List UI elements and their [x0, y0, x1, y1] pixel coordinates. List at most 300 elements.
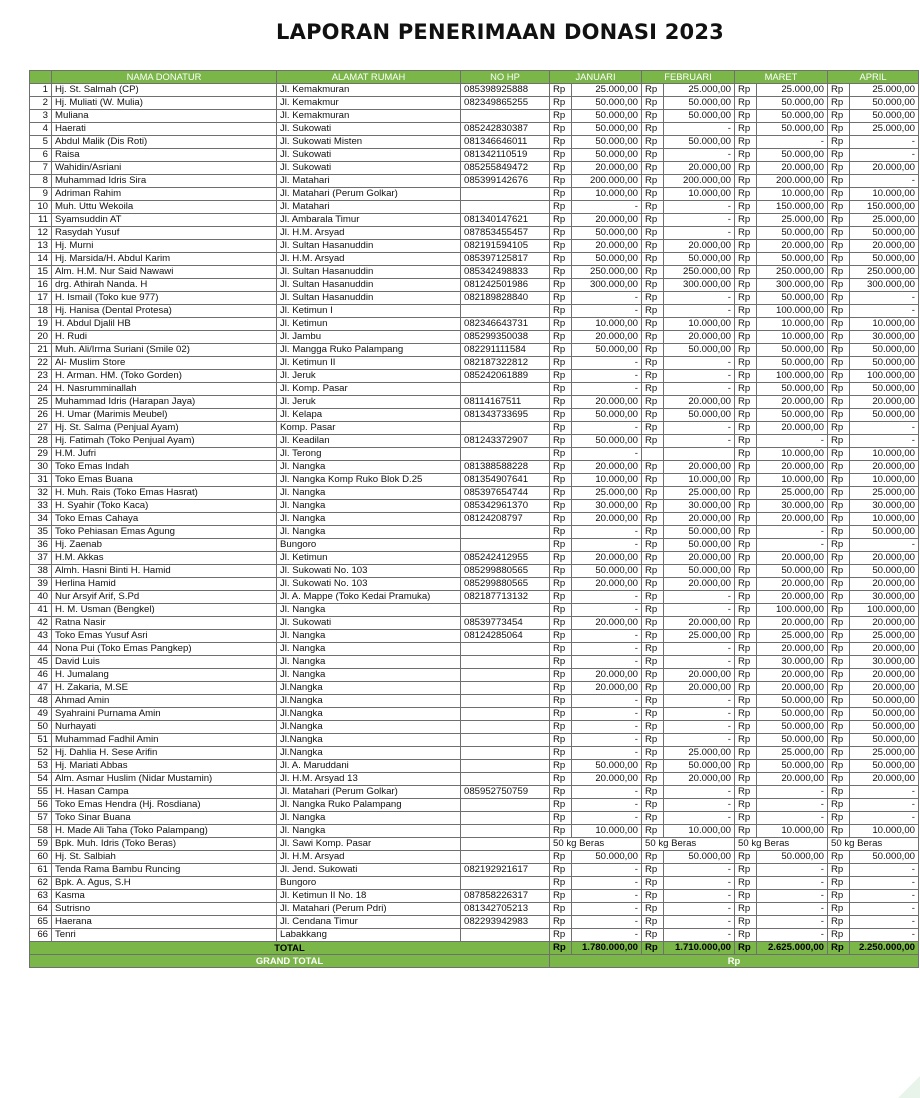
- donor-name: Hj. Marsida/H. Abdul Karim: [52, 253, 277, 266]
- currency-feb: Rp: [642, 630, 664, 643]
- currency-feb: Rp: [642, 669, 664, 682]
- donation-apr: 25.000,00: [850, 214, 919, 227]
- currency-feb: Rp: [642, 487, 664, 500]
- currency-apr: Rp: [828, 110, 850, 123]
- donor-address: Jl. H.M. Arsyad: [277, 253, 461, 266]
- donation-jan: 300.000,00: [572, 279, 642, 292]
- currency-jan: Rp: [550, 357, 572, 370]
- donor-name: Nona Pui (Toko Emas Pangkep): [52, 643, 277, 656]
- table-row: [30, 747, 919, 760]
- currency-apr: Rp: [828, 916, 850, 929]
- currency-mar: Rp: [735, 513, 757, 526]
- donation-mar: 50.000,00: [757, 721, 828, 734]
- donor-address: Jl. Nangka: [277, 526, 461, 539]
- donation-apr: 50.000,00: [850, 708, 919, 721]
- currency-jan: Rp: [550, 695, 572, 708]
- donation-apr: -: [850, 422, 919, 435]
- currency-apr: Rp: [828, 305, 850, 318]
- donor-address: Jl.Nangka: [277, 695, 461, 708]
- currency-feb: [642, 448, 664, 461]
- table-row: [30, 877, 919, 890]
- donor-address: Jl. Terong: [277, 448, 461, 461]
- donation-mar: 30.000,00: [757, 500, 828, 513]
- donation-apr: 50.000,00: [850, 110, 919, 123]
- donor-name: H. Made Ali Taha (Toko Palampang): [52, 825, 277, 838]
- currency-apr: Rp: [828, 747, 850, 760]
- currency-apr: Rp: [828, 578, 850, 591]
- donor-address: Jl. Kemakmuran: [277, 110, 461, 123]
- row-number: 12: [30, 227, 52, 240]
- donation-apr: -: [850, 890, 919, 903]
- currency-jan: Rp: [550, 799, 572, 812]
- currency-jan: Rp: [550, 331, 572, 344]
- donation-mar: 30.000,00: [757, 656, 828, 669]
- currency-jan: Rp: [550, 786, 572, 799]
- donation-feb: -: [664, 708, 735, 721]
- donor-name: Ratna Nasir: [52, 617, 277, 630]
- donation-apr: -: [850, 799, 919, 812]
- currency-jan: Rp: [550, 149, 572, 162]
- currency-jan: Rp: [550, 370, 572, 383]
- donation-jan: 50.000,00: [572, 149, 642, 162]
- donor-phone: [461, 812, 550, 825]
- table-row: [30, 370, 919, 383]
- currency-feb: Rp: [642, 500, 664, 513]
- currency-feb: Rp: [642, 396, 664, 409]
- donation-mar: 20.000,00: [757, 682, 828, 695]
- donation-mar: -: [757, 877, 828, 890]
- donation-jan: -: [572, 370, 642, 383]
- donation-feb: -: [664, 591, 735, 604]
- header-alamat-rumah: ALAMAT RUMAH: [277, 71, 461, 84]
- donor-address: Jl. Sawi Komp. Pasar: [277, 838, 461, 851]
- donation-jan: 30.000,00: [572, 500, 642, 513]
- donor-phone: [461, 838, 550, 851]
- donation-jan: 20.000,00: [572, 669, 642, 682]
- donation-jan: 20.000,00: [572, 552, 642, 565]
- donation-mar: -: [757, 786, 828, 799]
- table-row: [30, 331, 919, 344]
- currency-mar: Rp: [735, 500, 757, 513]
- donor-name: Muh. Uttu Wekoila: [52, 201, 277, 214]
- donation-feb: -: [664, 903, 735, 916]
- donor-address: Jl. Sukowati No. 103: [277, 565, 461, 578]
- donation-mar: 25.000,00: [757, 84, 828, 97]
- currency-mar: Rp: [735, 279, 757, 292]
- donation-mar: 10.000,00: [757, 825, 828, 838]
- row-number: 23: [30, 370, 52, 383]
- donation-feb: 50.000,00: [664, 344, 735, 357]
- donor-address: Jl. Nangka: [277, 656, 461, 669]
- currency-jan: Rp: [550, 344, 572, 357]
- currency-apr: Rp: [828, 188, 850, 201]
- donor-name: H. Arman. HM. (Toko Gorden): [52, 370, 277, 383]
- donation-apr: 50.000,00: [850, 734, 919, 747]
- donor-name: Hj. Dahlia H. Sese Arifin: [52, 747, 277, 760]
- table-row: [30, 188, 919, 201]
- donation-mar: 20.000,00: [757, 162, 828, 175]
- donor-name: Alm. H.M. Nur Said Nawawi: [52, 266, 277, 279]
- donation-mar: 25.000,00: [757, 214, 828, 227]
- donor-phone: 085242412955: [461, 552, 550, 565]
- donor-phone: [461, 656, 550, 669]
- donation-mar: 25.000,00: [757, 747, 828, 760]
- donation-apr: 10.000,00: [850, 448, 919, 461]
- currency-mar: Rp: [735, 799, 757, 812]
- donor-phone: 085397125817: [461, 253, 550, 266]
- currency-mar: Rp: [735, 227, 757, 240]
- table-row: [30, 357, 919, 370]
- currency-apr: Rp: [828, 162, 850, 175]
- donor-phone: 085952750759: [461, 786, 550, 799]
- donor-phone: 087853455457: [461, 227, 550, 240]
- currency-apr: Rp: [828, 760, 850, 773]
- donation-jan: 20.000,00: [572, 461, 642, 474]
- donation-jan: -: [572, 383, 642, 396]
- currency-feb: Rp: [642, 409, 664, 422]
- currency-apr: Rp: [828, 331, 850, 344]
- donation-apr: -: [850, 929, 919, 942]
- row-number: 3: [30, 110, 52, 123]
- currency-apr: Rp: [828, 903, 850, 916]
- currency-feb: Rp: [642, 292, 664, 305]
- donor-address: Jl. Nangka: [277, 825, 461, 838]
- currency-jan: Rp: [550, 916, 572, 929]
- donation-jan: 10.000,00: [572, 318, 642, 331]
- donor-address: Jl. Nangka: [277, 669, 461, 682]
- donor-name: H.M. Jufri: [52, 448, 277, 461]
- currency-apr: Rp: [828, 513, 850, 526]
- donation-feb: 50.000,00: [664, 409, 735, 422]
- currency-mar: Rp: [735, 396, 757, 409]
- currency-jan: Rp: [550, 214, 572, 227]
- donor-phone: 085242061889: [461, 370, 550, 383]
- donor-name: H.M. Akkas: [52, 552, 277, 565]
- currency-jan: Rp: [550, 708, 572, 721]
- donor-phone: [461, 188, 550, 201]
- donor-phone: [461, 708, 550, 721]
- donor-name: Toko Emas Hendra (Hj. Rosdiana): [52, 799, 277, 812]
- currency-apr: Rp: [828, 175, 850, 188]
- currency-mar: Rp: [735, 331, 757, 344]
- donor-name: Sutrisno: [52, 903, 277, 916]
- row-number: 34: [30, 513, 52, 526]
- row-number: 27: [30, 422, 52, 435]
- currency-apr: Rp: [828, 383, 850, 396]
- donor-name: Toko Emas Buana: [52, 474, 277, 487]
- currency-jan: Rp: [550, 565, 572, 578]
- donor-name: H. Abdul Djalil HB: [52, 318, 277, 331]
- donor-address: Jl. A. Mappe (Toko Kedai Pramuka): [277, 591, 461, 604]
- currency-apr: Rp: [828, 344, 850, 357]
- donor-name: Abdul Malik (Dis Roti): [52, 136, 277, 149]
- currency-feb: Rp: [642, 123, 664, 136]
- currency-feb: Rp: [642, 84, 664, 97]
- donation-mar: 200.000,00: [757, 175, 828, 188]
- currency-jan: Rp: [550, 812, 572, 825]
- currency-jan: Rp: [550, 162, 572, 175]
- currency-apr: Rp: [828, 214, 850, 227]
- donation-jan: 20.000,00: [572, 396, 642, 409]
- donation-feb: 50.000,00: [664, 253, 735, 266]
- donation-apr: 20.000,00: [850, 552, 919, 565]
- currency-feb: Rp: [642, 435, 664, 448]
- currency-jan: Rp: [550, 526, 572, 539]
- donation-mar: 100.000,00: [757, 305, 828, 318]
- currency-jan: Rp: [550, 240, 572, 253]
- currency-mar: Rp: [735, 877, 757, 890]
- total-rp-maret: Rp: [735, 942, 757, 955]
- currency-jan: Rp: [550, 84, 572, 97]
- currency-mar: Rp: [735, 266, 757, 279]
- donation-apr: 50.000,00: [850, 344, 919, 357]
- currency-jan: Rp: [550, 435, 572, 448]
- table-row: [30, 240, 919, 253]
- currency-jan: Rp: [550, 890, 572, 903]
- donation-apr: 50.000,00: [850, 760, 919, 773]
- row-number: 29: [30, 448, 52, 461]
- currency-jan: Rp: [550, 552, 572, 565]
- total-label: TOTAL: [30, 942, 550, 955]
- currency-feb: Rp: [642, 513, 664, 526]
- row-number: 36: [30, 539, 52, 552]
- header-maret: MARET: [735, 71, 828, 84]
- row-number: 19: [30, 318, 52, 331]
- donor-phone: 08539773454: [461, 617, 550, 630]
- table-row: [30, 214, 919, 227]
- donation-mar: 50.000,00: [757, 565, 828, 578]
- donation-feb: 20.000,00: [664, 669, 735, 682]
- donation-jan: -: [572, 422, 642, 435]
- currency-feb: Rp: [642, 240, 664, 253]
- donation-mar: 50.000,00: [757, 292, 828, 305]
- row-number: 15: [30, 266, 52, 279]
- table-row: [30, 162, 919, 175]
- table-row: [30, 513, 919, 526]
- donation-jan: 50.000,00: [572, 227, 642, 240]
- header-februari: FEBRUARI: [642, 71, 735, 84]
- table-row: [30, 617, 919, 630]
- donation-apr: 10.000,00: [850, 188, 919, 201]
- donation-jan: 50.000,00: [572, 123, 642, 136]
- donation-mar: 50.000,00: [757, 409, 828, 422]
- donor-phone: [461, 682, 550, 695]
- currency-jan: Rp: [550, 825, 572, 838]
- row-number: 4: [30, 123, 52, 136]
- row-number: 49: [30, 708, 52, 721]
- donation-apr: 50.000,00: [850, 695, 919, 708]
- table-row: [30, 578, 919, 591]
- donation-apr: 20.000,00: [850, 643, 919, 656]
- donation-feb: 50.000,00: [664, 851, 735, 864]
- donation-jan: -: [572, 786, 642, 799]
- donor-address: Jl. Nangka: [277, 812, 461, 825]
- donation-apr: 50.000,00: [850, 253, 919, 266]
- currency-jan: Rp: [550, 851, 572, 864]
- donor-name: Toko Emas Yusuf Asri: [52, 630, 277, 643]
- donation-mar: 50.000,00: [757, 383, 828, 396]
- donation-feb: 20.000,00: [664, 578, 735, 591]
- donation-feb: 20.000,00: [664, 461, 735, 474]
- donation-apr: -: [850, 903, 919, 916]
- total-maret: 2.625.000,00: [757, 942, 828, 955]
- row-number: 39: [30, 578, 52, 591]
- donor-phone: [461, 110, 550, 123]
- row-number: 45: [30, 656, 52, 669]
- currency-mar: Rp: [735, 97, 757, 110]
- donor-name: drg. Athirah Nanda. H: [52, 279, 277, 292]
- table-row: [30, 539, 919, 552]
- donation-apr: 20.000,00: [850, 578, 919, 591]
- row-number: 9: [30, 188, 52, 201]
- donation-feb: 50.000,00: [664, 565, 735, 578]
- row-number: 33: [30, 500, 52, 513]
- currency-mar: Rp: [735, 188, 757, 201]
- currency-feb: Rp: [642, 461, 664, 474]
- table-row: [30, 656, 919, 669]
- row-number: 41: [30, 604, 52, 617]
- donor-phone: [461, 721, 550, 734]
- currency-apr: Rp: [828, 136, 850, 149]
- row-number: 24: [30, 383, 52, 396]
- row-number: 10: [30, 201, 52, 214]
- donation-jan: 50.000,00: [572, 760, 642, 773]
- donation-apr: -: [850, 136, 919, 149]
- donation-apr: 20.000,00: [850, 461, 919, 474]
- donor-phone: [461, 643, 550, 656]
- donor-phone: [461, 773, 550, 786]
- currency-jan: Rp: [550, 513, 572, 526]
- donation-mar: -: [757, 526, 828, 539]
- donation-apr: -: [850, 305, 919, 318]
- donor-name: H. Rudi: [52, 331, 277, 344]
- table-row: [30, 669, 919, 682]
- currency-apr: Rp: [828, 773, 850, 786]
- table-row: [30, 799, 919, 812]
- donation-feb: 50 kg Beras: [642, 838, 735, 851]
- row-number: 64: [30, 903, 52, 916]
- currency-mar: Rp: [735, 851, 757, 864]
- currency-feb: Rp: [642, 331, 664, 344]
- currency-jan: Rp: [550, 422, 572, 435]
- currency-mar: Rp: [735, 344, 757, 357]
- donor-address: Jl. Sultan Hasanuddin: [277, 240, 461, 253]
- table-row: [30, 695, 919, 708]
- table-row: [30, 448, 919, 461]
- table-row: [30, 435, 919, 448]
- donation-mar: 50.000,00: [757, 851, 828, 864]
- donation-feb: 25.000,00: [664, 487, 735, 500]
- row-number: 46: [30, 669, 52, 682]
- currency-feb: Rp: [642, 890, 664, 903]
- donor-name: Hj. Zaenab: [52, 539, 277, 552]
- grand-total-value: Rp: [550, 955, 919, 968]
- donor-name: H. Syahir (Toko Kaca): [52, 500, 277, 513]
- currency-jan: Rp: [550, 929, 572, 942]
- donation-jan: -: [572, 591, 642, 604]
- currency-mar: Rp: [735, 84, 757, 97]
- currency-jan: Rp: [550, 227, 572, 240]
- currency-apr: Rp: [828, 864, 850, 877]
- donor-address: Jl. Sukowati: [277, 162, 461, 175]
- donation-feb: -: [664, 656, 735, 669]
- row-number: 50: [30, 721, 52, 734]
- currency-mar: Rp: [735, 656, 757, 669]
- donation-apr: 30.000,00: [850, 591, 919, 604]
- currency-jan: Rp: [550, 201, 572, 214]
- currency-apr: Rp: [828, 539, 850, 552]
- row-number: 7: [30, 162, 52, 175]
- donation-apr: -: [850, 149, 919, 162]
- donor-address: Jl. Matahari (Perum Pdri): [277, 903, 461, 916]
- currency-apr: Rp: [828, 851, 850, 864]
- currency-jan: Rp: [550, 656, 572, 669]
- donation-jan: -: [572, 656, 642, 669]
- donor-name: Al- Muslim Store: [52, 357, 277, 370]
- donor-address: Komp. Pasar: [277, 422, 461, 435]
- grand-total-row: [30, 955, 919, 968]
- currency-mar: Rp: [735, 682, 757, 695]
- currency-mar: Rp: [735, 604, 757, 617]
- table-row: [30, 604, 919, 617]
- currency-apr: Rp: [828, 292, 850, 305]
- table-row: [30, 786, 919, 799]
- donation-feb: -: [664, 734, 735, 747]
- table-row: [30, 201, 919, 214]
- donor-name: Muliana: [52, 110, 277, 123]
- currency-mar: Rp: [735, 578, 757, 591]
- donation-jan: -: [572, 799, 642, 812]
- table-row: [30, 84, 919, 97]
- donation-feb: 20.000,00: [664, 396, 735, 409]
- donor-phone: 082187322812: [461, 357, 550, 370]
- currency-apr: Rp: [828, 201, 850, 214]
- donor-address: Jl. Matahari: [277, 175, 461, 188]
- currency-feb: Rp: [642, 110, 664, 123]
- donation-feb: 200.000,00: [664, 175, 735, 188]
- donation-feb: 20.000,00: [664, 773, 735, 786]
- currency-jan: Rp: [550, 877, 572, 890]
- donor-name: H. Jumalang: [52, 669, 277, 682]
- donation-jan: 250.000,00: [572, 266, 642, 279]
- donation-feb: -: [664, 864, 735, 877]
- currency-feb: Rp: [642, 916, 664, 929]
- donation-mar: 50.000,00: [757, 253, 828, 266]
- row-number: 32: [30, 487, 52, 500]
- donor-address: Jl. Jend. Sukowati: [277, 864, 461, 877]
- donation-mar: 25.000,00: [757, 630, 828, 643]
- currency-jan: Rp: [550, 136, 572, 149]
- currency-apr: Rp: [828, 422, 850, 435]
- donor-phone: 082187713132: [461, 591, 550, 604]
- donation-apr: -: [850, 812, 919, 825]
- donor-phone: 082291111584: [461, 344, 550, 357]
- donor-phone: 081242501986: [461, 279, 550, 292]
- donation-apr: 20.000,00: [850, 396, 919, 409]
- donor-name: Hj. St. Salmah (CP): [52, 84, 277, 97]
- donation-mar: 10.000,00: [757, 188, 828, 201]
- donation-mar: -: [757, 916, 828, 929]
- currency-feb: Rp: [642, 422, 664, 435]
- donor-phone: 085342961370: [461, 500, 550, 513]
- row-number: 25: [30, 396, 52, 409]
- header-no: [30, 71, 52, 84]
- currency-feb: Rp: [642, 227, 664, 240]
- donation-mar: 20.000,00: [757, 578, 828, 591]
- donor-phone: [461, 760, 550, 773]
- donation-feb: 20.000,00: [664, 617, 735, 630]
- donation-feb: -: [664, 604, 735, 617]
